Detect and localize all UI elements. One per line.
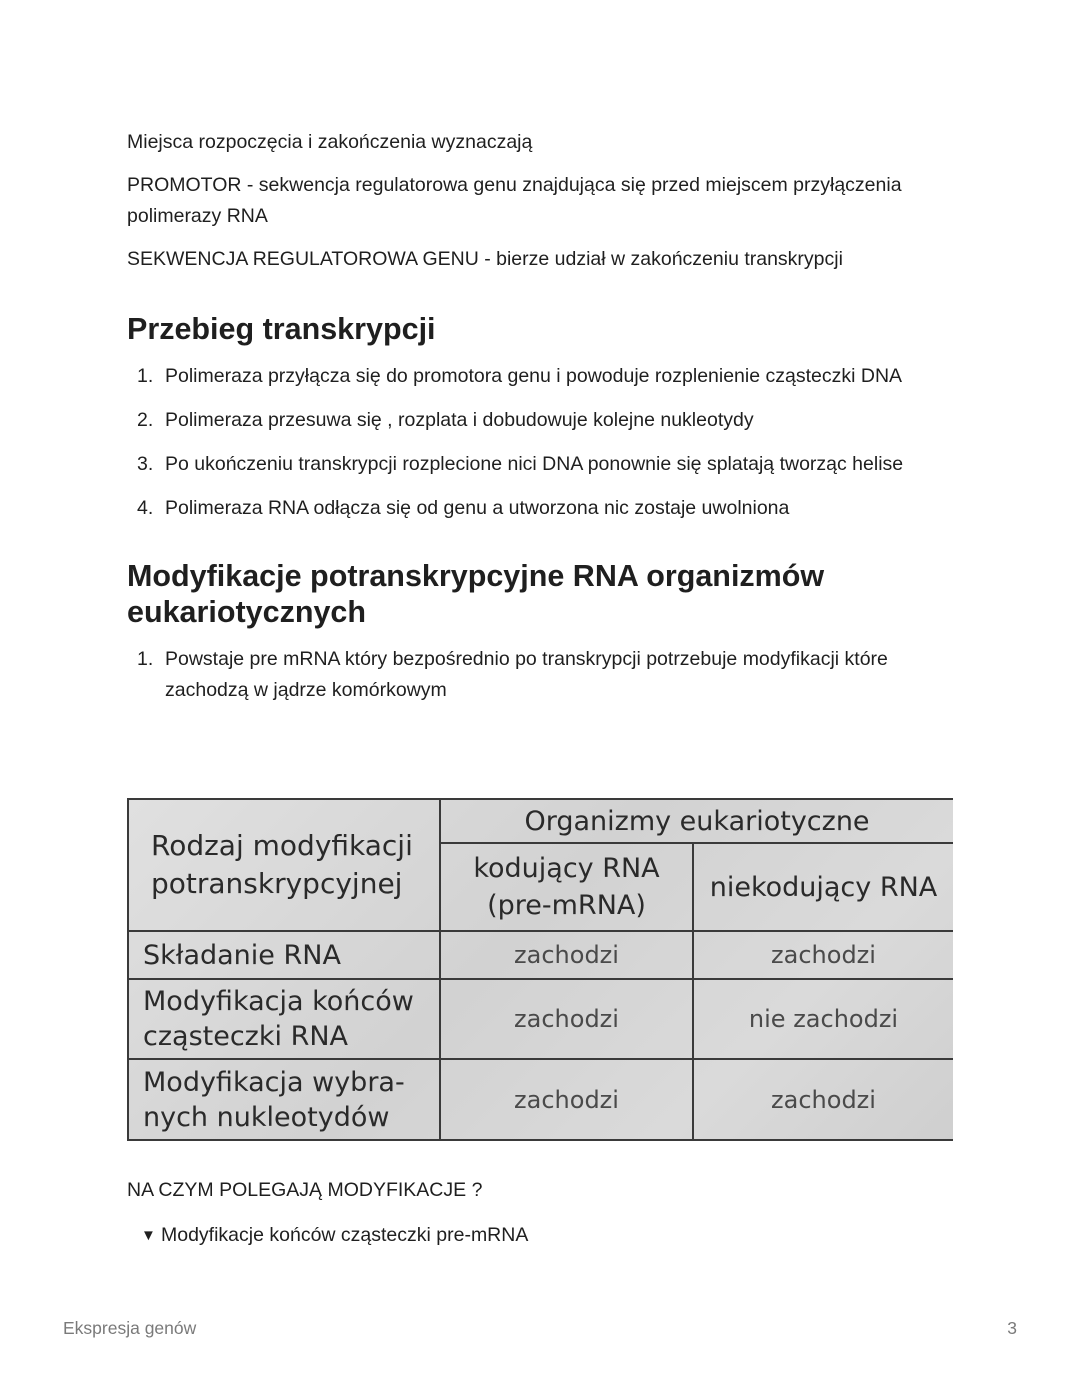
list-item-text: Polimeraza RNA odłącza się od genu a utworzona nic zostaje uwolniona <box>165 497 790 519</box>
table-row <box>128 931 953 979</box>
after-table-section <box>127 1176 957 1250</box>
table-cell: zachodzi <box>440 979 693 1059</box>
table-row-label: Modyfikacja wybra-nych nukleotydów <box>128 1059 440 1140</box>
list-item <box>127 493 957 524</box>
list-item-text: Polimeraza przesuwa się , rozplata i dobudowuje kolejne nukleotydy <box>165 409 754 431</box>
table-cell: zachodzi <box>440 931 693 979</box>
list-item <box>127 361 957 392</box>
table-cell: zachodzi <box>693 931 953 979</box>
list-number: 3. <box>137 453 154 475</box>
list-item <box>127 449 957 480</box>
modification-table <box>127 798 953 1141</box>
table-row <box>128 1059 953 1140</box>
table-row-label: Modyfikacja końców cząsteczki RNA <box>128 979 440 1059</box>
triangle-down-icon: ▼ <box>141 1227 156 1244</box>
table-cell: zachodzi <box>440 1059 693 1140</box>
table-row <box>128 979 953 1059</box>
transcription-steps-list <box>127 361 957 524</box>
list-item <box>127 405 957 436</box>
list-number: 1. <box>137 648 154 670</box>
toggle-modifications-ends[interactable] <box>127 1221 957 1250</box>
promotor-definition: PROMOTOR - sekwencja regulatorowa genu znajdująca się przed miejscem przyłączenia polimerazy RNA <box>127 174 902 227</box>
modifications-list <box>127 644 957 706</box>
table-corner-header: Rodzaj modyfikacji potranskrypcyjnej <box>128 799 440 931</box>
list-number: 4. <box>137 497 154 519</box>
table-col-header-noncoding: niekodujący RNA <box>693 843 953 931</box>
toggle-label: Modyfikacje końców cząsteczki pre-mRNA <box>161 1224 529 1246</box>
section-title-transcription: Przebieg transkrypcji <box>127 312 436 346</box>
modification-table-photo <box>127 798 953 1141</box>
table-cell: nie zachodzi <box>693 979 953 1059</box>
footer-document-title: Ekspresja genów <box>63 1318 197 1338</box>
regulatory-sequence-definition: SEKWENCJA REGULATOROWA GENU - bierze udział w zakończeniu transkrypcji <box>127 248 843 270</box>
modifications-question: NA CZYM POLEGAJĄ MODYFIKACJE ? <box>127 1179 483 1201</box>
page-content <box>127 127 957 719</box>
list-item-text: Powstaje pre mRNA który bezpośrednio po transkrypcji potrzebuje modyfikacji które zachodzą w jądrze komórkowym <box>165 648 888 701</box>
list-item <box>127 644 957 706</box>
list-number: 1. <box>137 365 154 387</box>
table-col-header-coding: kodujący RNA (pre-mRNA) <box>440 843 693 931</box>
table-row-label: Składanie RNA <box>128 931 440 979</box>
table-group-header: Organizmy eukariotyczne <box>440 799 953 843</box>
list-number: 2. <box>137 409 154 431</box>
table-cell: zachodzi <box>693 1059 953 1140</box>
footer-page-number: 3 <box>1007 1318 1017 1338</box>
intro-line-1: Miejsca rozpoczęcia i zakończenia wyznaczają <box>127 131 533 153</box>
list-item-text: Polimeraza przyłącza się do promotora genu i powoduje rozplenienie cząsteczki DNA <box>165 365 903 387</box>
list-item-text: Po ukończeniu transkrypcji rozplecione nici DNA ponownie się splatają tworząc helise <box>165 453 904 475</box>
section-title-modifications: Modyfikacje potranskrypcyjne RNA organizmów eukariotycznych <box>127 559 825 629</box>
